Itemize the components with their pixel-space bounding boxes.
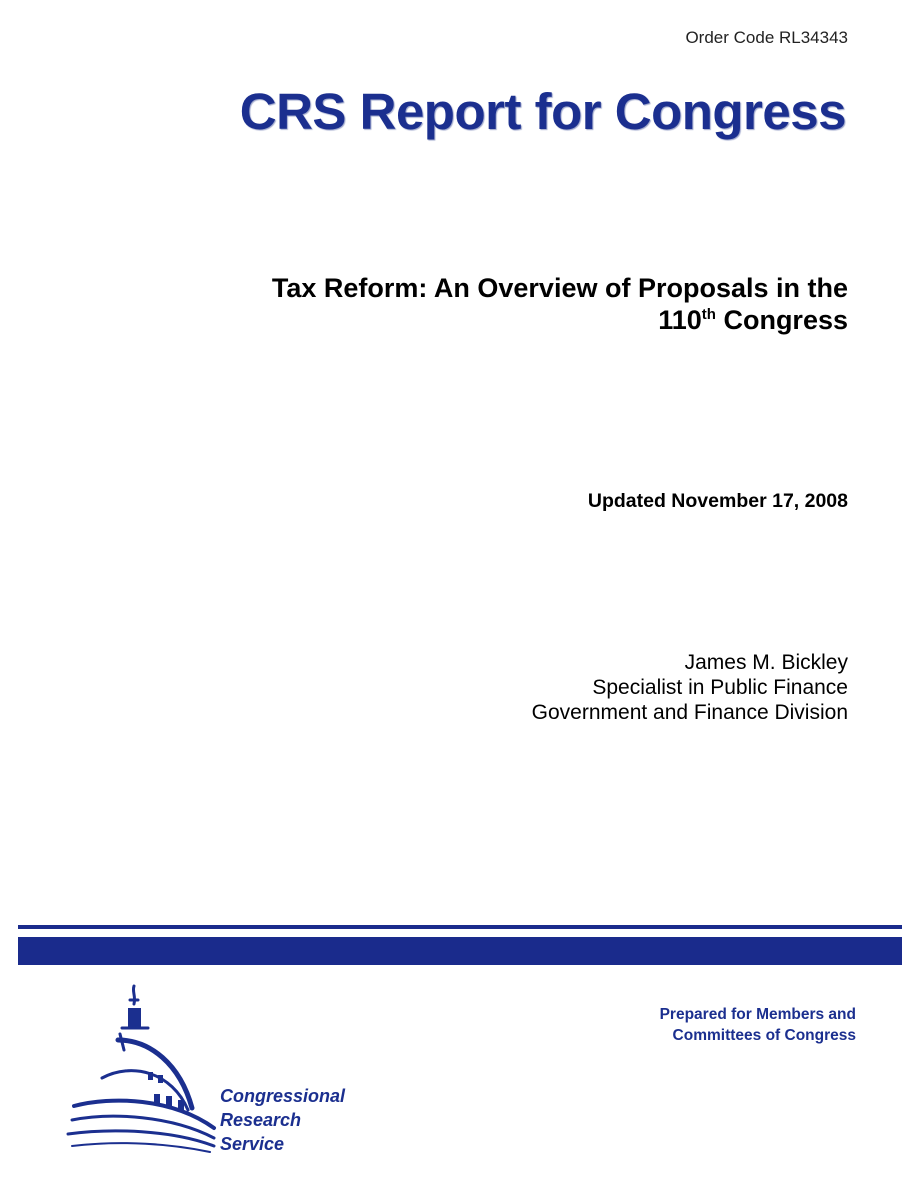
title-congress-number: 110: [658, 305, 702, 335]
logo-line-2: Research: [220, 1110, 302, 1130]
crs-logo-text: [220, 1084, 345, 1156]
prepared-for-block: [660, 1004, 856, 1046]
divider-thick: [18, 937, 902, 965]
title-line-1: Tax Reform: An Overview of Proposals in the: [271, 273, 848, 303]
order-code: Order Code RL34343: [685, 28, 848, 47]
report-banner: CRS Report for Congress: [239, 83, 846, 140]
divider-thin: [18, 925, 902, 929]
title-line-2: [148, 304, 848, 336]
logo-line-1: Congressional: [220, 1086, 346, 1106]
logo-line-3: Service: [220, 1134, 285, 1154]
updated-date: Updated November 17, 2008: [587, 490, 848, 512]
prepared-line-1: Prepared for Members and: [659, 1006, 856, 1023]
capitol-dome-icon: [62, 978, 222, 1158]
title-congress-word: Congress: [715, 305, 848, 335]
author-name: James M. Bickley: [684, 651, 848, 674]
report-title: [148, 272, 848, 336]
prepared-line-2: Committees of Congress: [672, 1027, 856, 1044]
author-block: [532, 650, 848, 725]
author-position: Specialist in Public Finance: [592, 676, 848, 699]
title-ordinal-suffix: th: [701, 306, 716, 323]
author-division: Government and Finance Division: [531, 701, 848, 724]
